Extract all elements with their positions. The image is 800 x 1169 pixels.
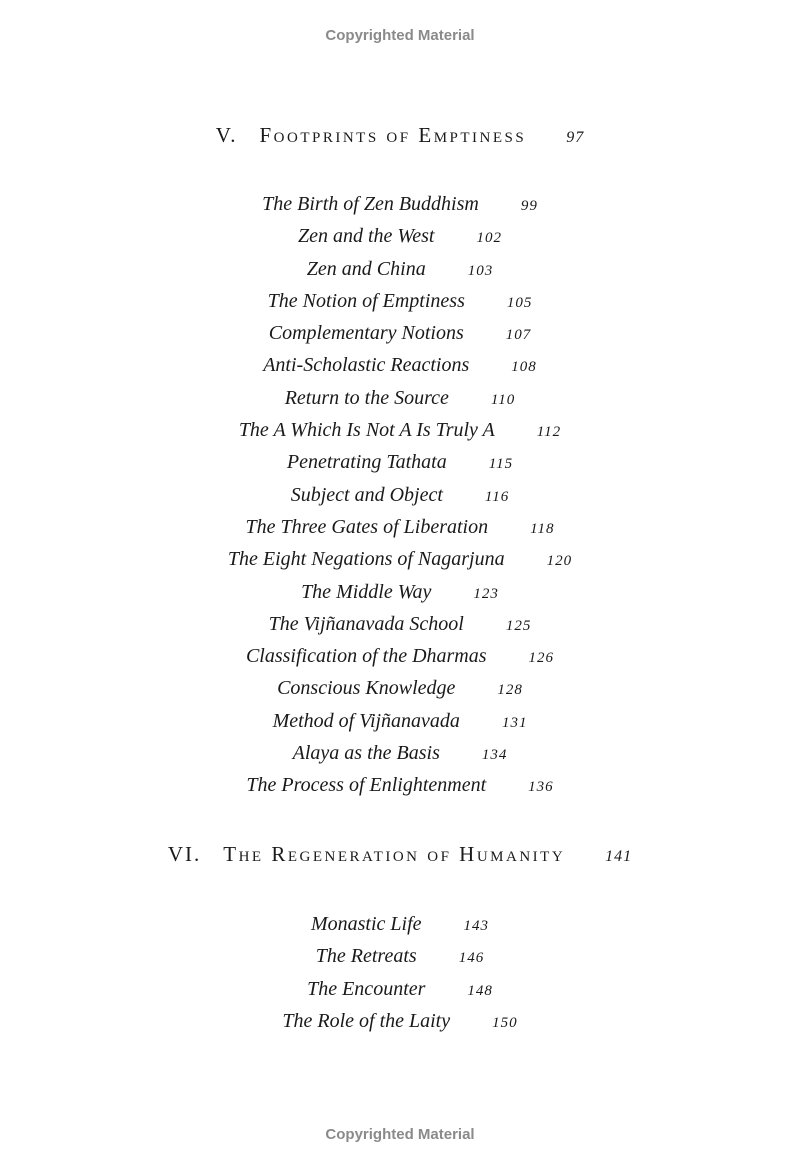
toc-entry-title: The Vijñanavada School bbox=[268, 612, 464, 635]
toc-entry-page: 148 bbox=[467, 982, 493, 999]
toc-entry-page: 126 bbox=[528, 650, 555, 667]
copyright-watermark-bottom: Copyrighted Material bbox=[325, 1126, 475, 1143]
toc-entry-title: Penetrating Tathata bbox=[286, 451, 447, 474]
toc-entry-title: The A Which Is Not A Is Truly A bbox=[238, 419, 495, 442]
toc-entry bbox=[0, 511, 800, 543]
toc-entry-page: 120 bbox=[546, 553, 573, 570]
toc-entry-page: 103 bbox=[467, 262, 494, 279]
toc-entry bbox=[0, 188, 800, 220]
toc-entry bbox=[0, 253, 800, 285]
toc-entry bbox=[0, 576, 800, 608]
toc-entry bbox=[0, 285, 800, 317]
toc-entry bbox=[0, 479, 800, 511]
toc-entry bbox=[0, 317, 800, 349]
toc-entry-page: 108 bbox=[511, 359, 537, 376]
toc-entry-page: 134 bbox=[481, 747, 508, 764]
toc-entry bbox=[0, 705, 800, 737]
toc-entry-page: 143 bbox=[463, 918, 490, 934]
toc-entry-title: Alaya as the Basis bbox=[292, 742, 440, 765]
toc-entry-title: Complementary Notions bbox=[268, 322, 464, 345]
toc-entry bbox=[0, 414, 800, 446]
part-numeral: V. bbox=[215, 123, 238, 147]
part-page-number: 141 bbox=[605, 848, 633, 865]
toc-entry-page: 136 bbox=[528, 779, 554, 796]
toc-entry-title: Classification of the Dharmas bbox=[245, 645, 487, 668]
toc-list-part-vi bbox=[0, 908, 800, 1037]
toc-entry-title: Subject and Object bbox=[290, 483, 443, 506]
toc-entry-page: 150 bbox=[492, 1014, 518, 1031]
toc-entry-page: 146 bbox=[458, 950, 485, 967]
toc-entry bbox=[0, 543, 800, 575]
toc-entry-page: 123 bbox=[473, 585, 499, 602]
part-title: The Regeneration of Humanity bbox=[223, 842, 566, 866]
toc-entry bbox=[0, 640, 800, 672]
toc-entry-title: Anti-Scholastic Reactions bbox=[263, 354, 470, 377]
toc-entry bbox=[0, 446, 800, 478]
part-title: Footprints of Emptiness bbox=[259, 123, 527, 147]
toc-entry bbox=[0, 940, 800, 972]
toc-entry-page: 118 bbox=[530, 520, 555, 537]
toc-entry-title: The Birth of Zen Buddhism bbox=[262, 193, 479, 215]
toc-entry-title: The Encounter bbox=[307, 977, 426, 1000]
toc-entry bbox=[0, 908, 800, 940]
toc-entry bbox=[0, 672, 800, 704]
toc-entry-title: The Middle Way bbox=[301, 580, 432, 603]
toc-entry-page: 99 bbox=[520, 198, 538, 214]
toc-entry-page: 115 bbox=[488, 456, 514, 473]
toc-entry-page: 105 bbox=[506, 294, 533, 311]
toc-entry bbox=[0, 349, 800, 381]
toc-entry bbox=[0, 769, 800, 801]
toc-entry-page: 128 bbox=[497, 682, 523, 699]
part-heading-v bbox=[0, 123, 800, 148]
toc-entry bbox=[0, 1005, 800, 1037]
toc-entry bbox=[0, 220, 800, 252]
toc-entry bbox=[0, 608, 800, 640]
toc-entry-title: The Eight Negations of Nagarjuna bbox=[227, 548, 505, 571]
toc-entry-title: Monastic Life bbox=[310, 913, 422, 935]
toc-entry bbox=[0, 737, 800, 769]
toc-entry bbox=[0, 973, 800, 1005]
toc-entry-title: Zen and China bbox=[306, 257, 426, 280]
copyright-watermark-top: Copyrighted Material bbox=[325, 27, 475, 44]
toc-entry-page: 112 bbox=[536, 424, 562, 441]
toc-entry-title: The Role of the Laity bbox=[282, 1009, 451, 1032]
part-numeral: VI. bbox=[167, 842, 202, 866]
toc-entry-page: 107 bbox=[505, 327, 532, 344]
toc-entry-title: Zen and the West bbox=[298, 225, 435, 248]
toc-entry-page: 125 bbox=[505, 617, 532, 634]
toc-entry-title: The Process of Enlightenment bbox=[246, 774, 487, 797]
toc-entry-title: The Notion of Emptiness bbox=[267, 289, 465, 312]
toc-entry bbox=[0, 382, 800, 414]
part-page-number: 97 bbox=[566, 129, 585, 146]
toc-entry-page: 110 bbox=[490, 391, 516, 408]
part-heading-vi bbox=[0, 842, 800, 867]
toc-entry-title: Return to the Source bbox=[284, 386, 449, 409]
toc-entry-title: Conscious Knowledge bbox=[277, 677, 456, 700]
toc-list-part-v bbox=[0, 188, 800, 802]
toc-entry-title: The Three Gates of Liberation bbox=[245, 515, 489, 538]
toc-entry-title: The Retreats bbox=[315, 945, 417, 968]
toc-entry-page: 102 bbox=[476, 230, 502, 247]
toc-entry-page: 116 bbox=[484, 488, 510, 505]
toc-entry-title: Method of Vijñanavada bbox=[272, 709, 460, 732]
toc-entry-page: 131 bbox=[501, 714, 528, 731]
